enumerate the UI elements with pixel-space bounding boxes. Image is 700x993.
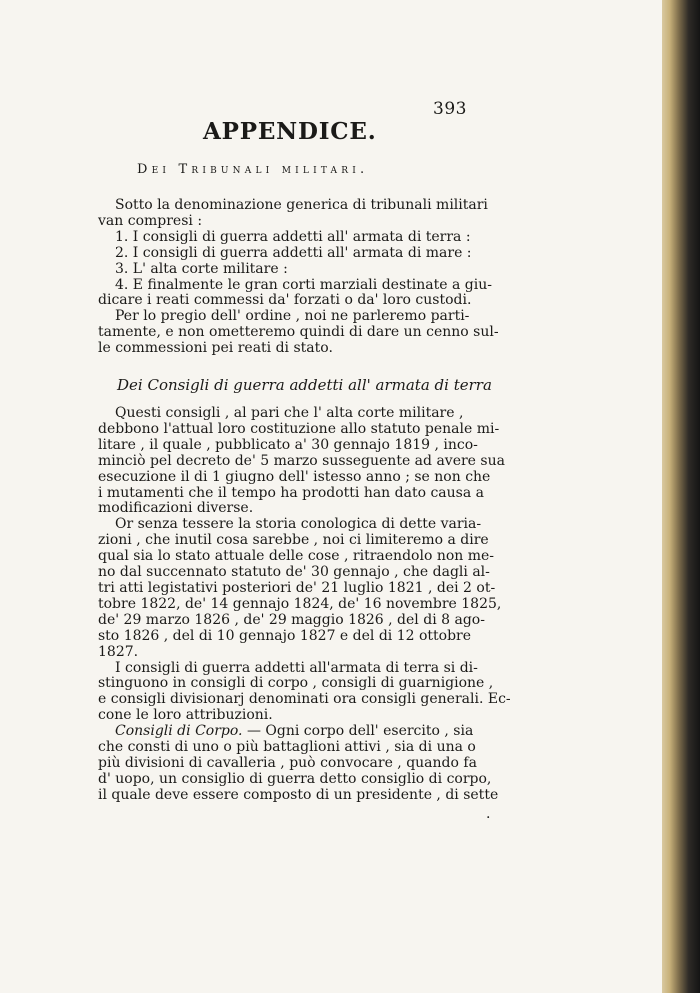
text-line: de' 29 marzo 1826 , de' 29 maggio 1826 , del di 8 ago- (98, 611, 485, 628)
text-line: più divisioni di cavalleria , può convocare , quando fa (98, 754, 477, 771)
text-line: sto 1826 , del di 10 gennajo 1827 e del di 12 ottobre (98, 627, 472, 644)
text-line: zioni , che inutil cosa sarebbe , noi ci limiteremo a dire (98, 532, 489, 549)
text-line: qual sia lo stato attuale delle cose , ritraendolo non me- (98, 548, 495, 565)
text-run: — Ogni corpo dell' esercito , sia (246, 723, 474, 740)
text-line: tamente, e non ometteremo quindi di dare un cenno sul- (98, 324, 499, 341)
page-number: 393 (433, 99, 467, 119)
text-line: 1. I consigli di guerra addetti all' armata di terra : (115, 228, 471, 245)
text-line: tri atti legistativi posteriori de' 21 luglio 1821 , dei 2 ot- (98, 579, 496, 596)
text-line: Sotto la denominazione generica di tribunali militari (115, 197, 488, 213)
page-subtitle: Dei Tribunali militari. (137, 162, 369, 177)
text-line: no dal succennato statuto de' 30 gennajo , che dagli al- (98, 564, 490, 581)
page-title: APPENDICE. (203, 118, 377, 145)
text-line: i mutamenti che il tempo ha prodotti han dato causa a (98, 484, 484, 501)
text-line: dicare i reati commessi da' forzati o da' loro custodi. (98, 292, 472, 309)
section-heading: Dei Consigli di guerra addetti all' armata di terra (117, 376, 492, 394)
text-line: 3. L' alta corte militare : (115, 260, 288, 277)
text-line: debbono l'attual loro costituzione allo statuto penale mi- (98, 420, 500, 437)
text-line: esecuzione il di 1 giugno dell' istesso anno ; se non che (98, 468, 491, 485)
margin-mark: . (486, 806, 491, 822)
text-line: stinguono in consigli di corpo , consigli di guarnigione , (98, 675, 494, 692)
text-line: Per lo pregio dell' ordine , noi ne parleremo parti- (115, 308, 470, 325)
intro-text (98, 197, 499, 357)
text-line: cone le loro attribuzioni. (98, 707, 273, 724)
body-text (98, 405, 511, 804)
text-line: Questi consigli , al pari che l' alta corte militare , (115, 405, 464, 421)
text-line (98, 724, 486, 740)
text-line: 4. E finalmente le gran corti marziali destinate a giu- (115, 276, 492, 293)
text-line: le commessioni pei reati di stato. (98, 340, 333, 357)
text-line: litare , il quale , pubblicato a' 30 gennajo 1819 , inco- (98, 436, 478, 453)
text-line: van compresi : (98, 212, 203, 229)
text-line: 2. I consigli di guerra addetti all' armata di mare : (115, 244, 472, 261)
text-line: 1827. (98, 643, 139, 660)
text-line: il quale deve essere composto di un presidente , di sette (98, 786, 499, 803)
subsection-heading: Consigli di Corpo. (115, 723, 243, 740)
text-line: tobre 1822, de' 14 gennajo 1824, de' 16 novembre 1825, (98, 595, 502, 612)
text-line: modificazioni diverse. (98, 500, 254, 517)
text-line: I consigli di guerra addetti all'armata di terra si di- (115, 659, 478, 676)
text-line: Or senza tessere la storia conologica di dette varia- (115, 516, 482, 533)
text-line: minciò pel decreto de' 5 marzo susseguente ad avere sua (98, 452, 505, 469)
book-spine (662, 0, 700, 993)
text-line: d' uopo, un consiglio di guerra detto consiglio di corpo, (98, 770, 492, 787)
text-line: che consti di uno o più battaglioni attivi , sia di una o (98, 739, 476, 756)
text-line: e consigli divisionarj denominati ora consigli generali. Ec- (98, 691, 511, 708)
